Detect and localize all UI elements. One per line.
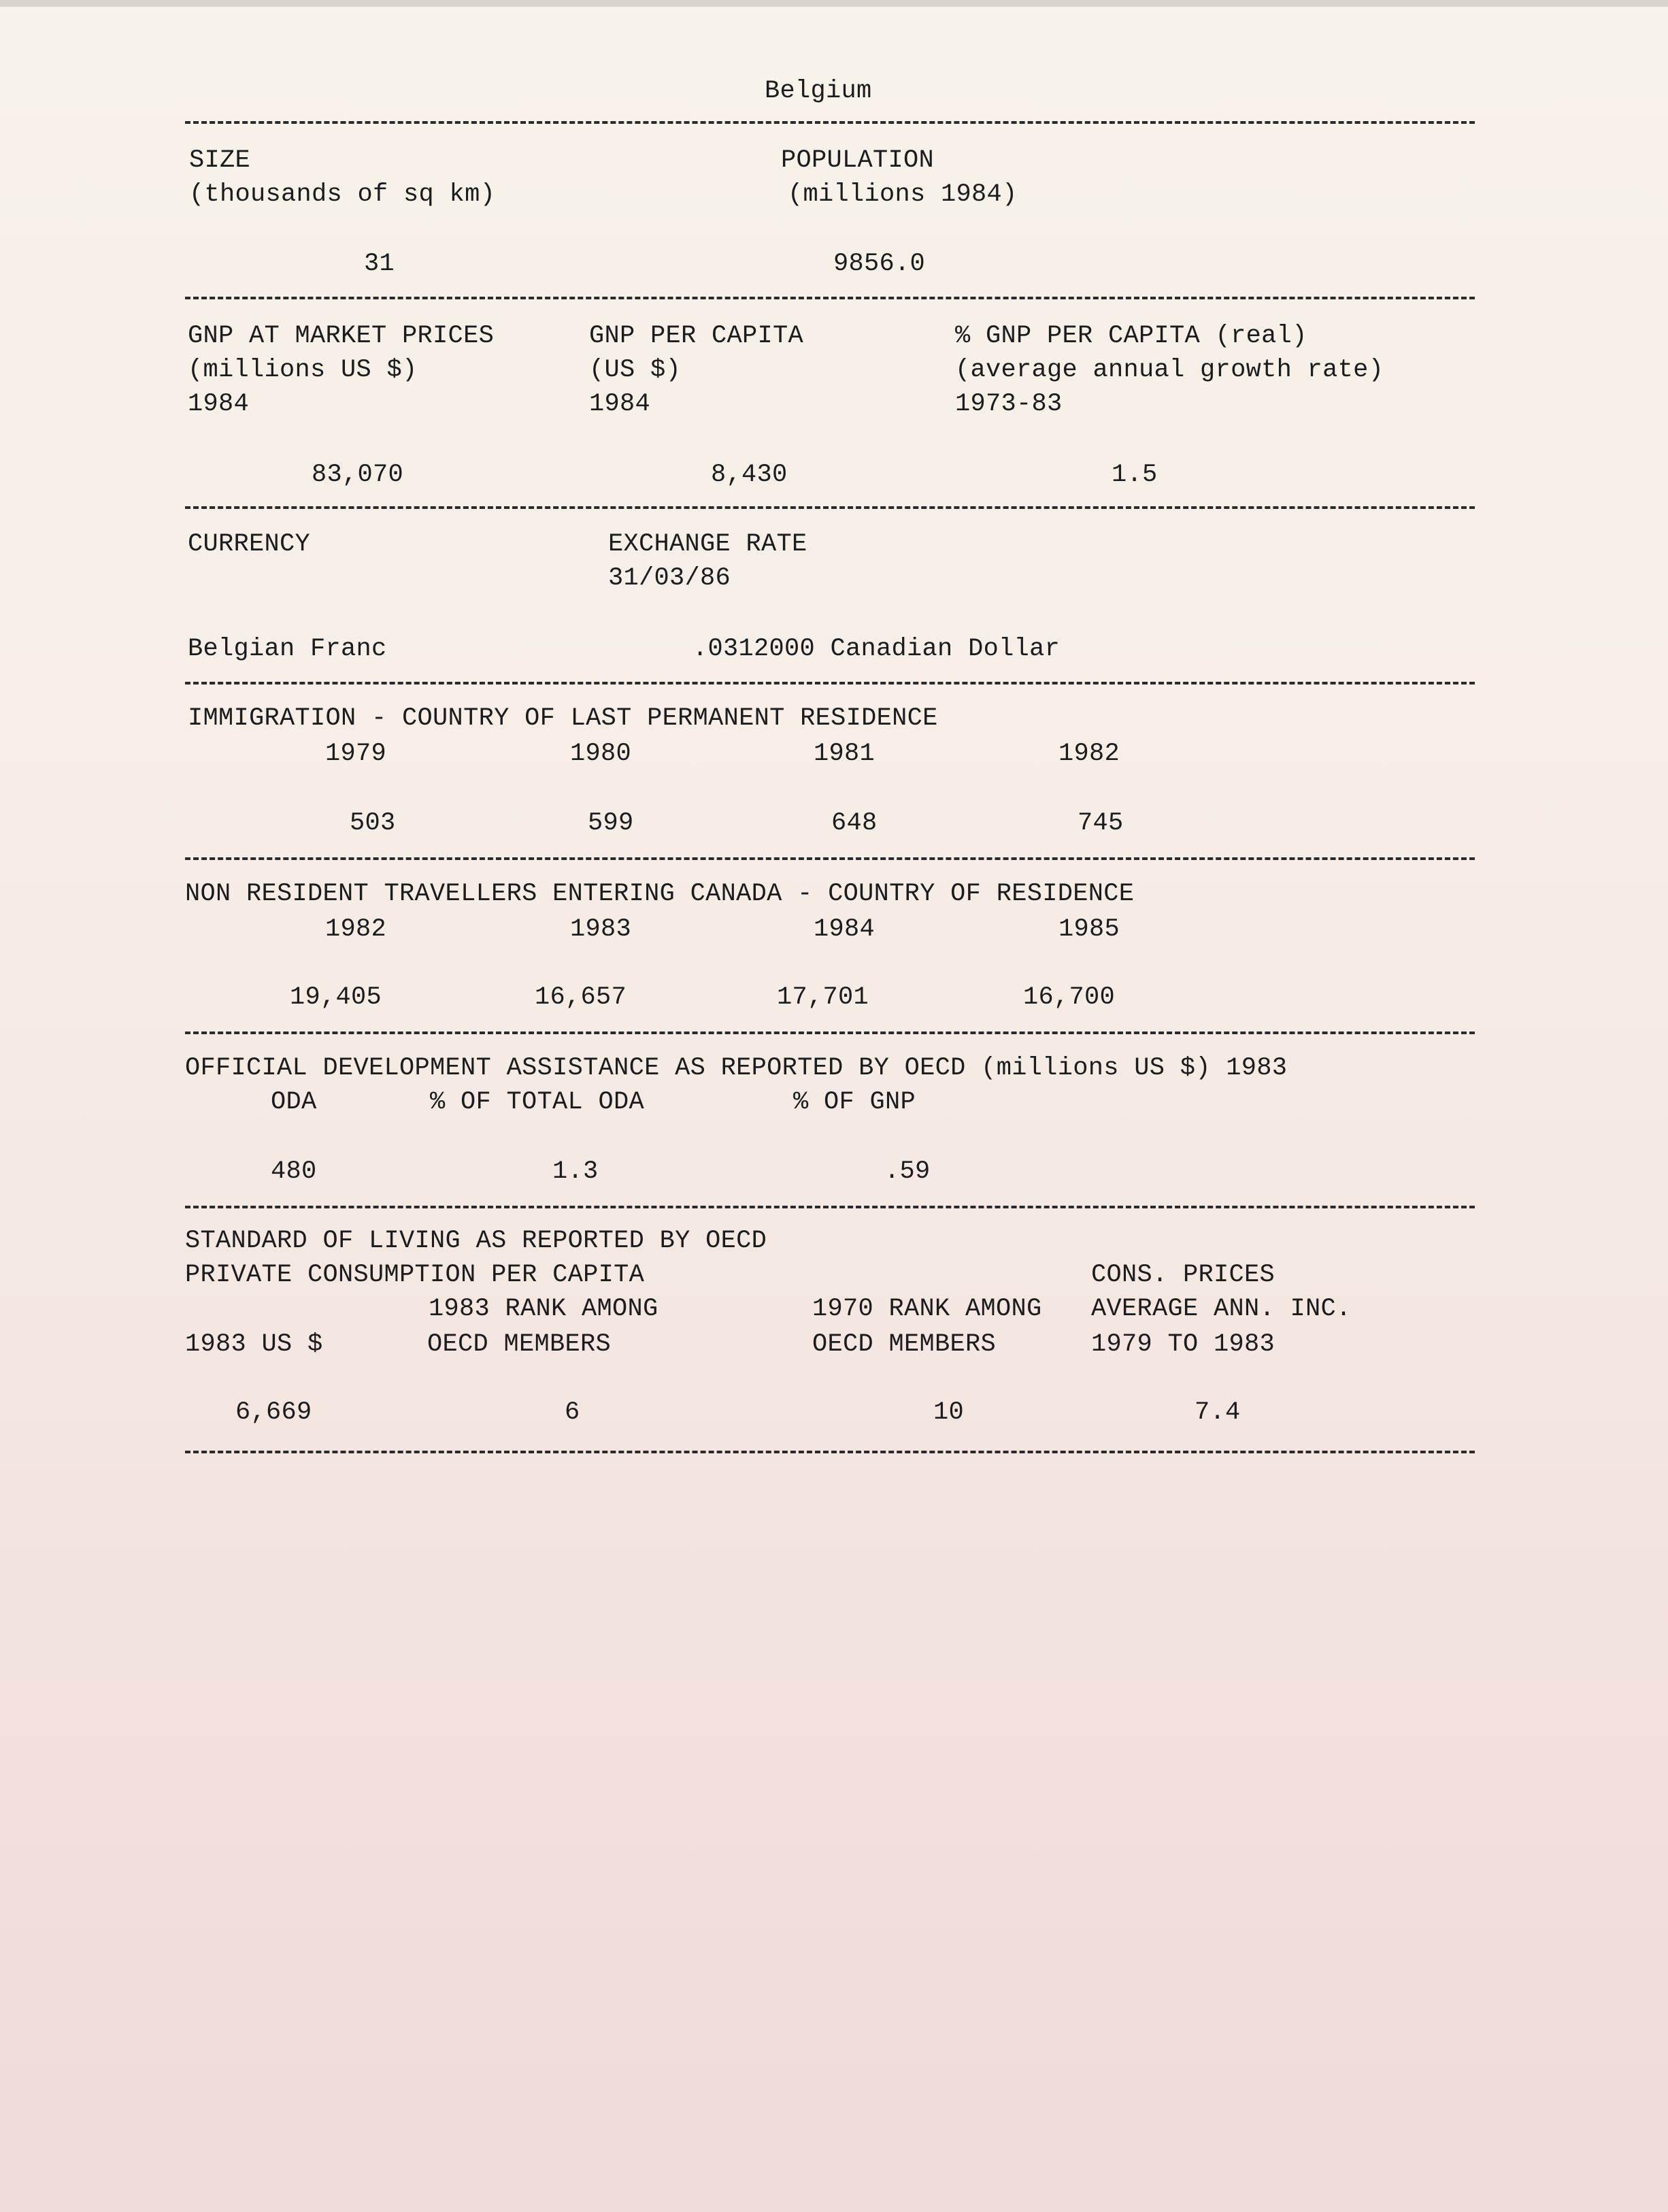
gnp-capita-unit: (US $) — [589, 356, 682, 384]
currency-label: CURRENCY — [188, 530, 311, 559]
travellers-year: 1985 — [1058, 915, 1120, 944]
exchange-rate-date: 31/03/86 — [608, 564, 731, 593]
living-value: 6,669 — [235, 1398, 312, 1427]
divider — [185, 857, 1475, 860]
oda-header: % OF TOTAL ODA — [430, 1088, 645, 1117]
country-title: Belgium — [765, 77, 872, 105]
population-value: 9856.0 — [833, 250, 926, 278]
oda-header: % OF GNP — [793, 1088, 916, 1117]
divider — [185, 121, 1475, 124]
gnp-growth-label: % GNP PER CAPITA (real) — [955, 322, 1307, 350]
living-col4-line2: AVERAGE ANN. INC. — [1091, 1295, 1352, 1323]
size-unit: (thousands of sq km) — [189, 180, 496, 209]
gnp-market-label: GNP AT MARKET PRICES — [188, 322, 495, 350]
divider — [185, 1206, 1475, 1208]
living-col4-line1: CONS. PRICES — [1091, 1261, 1275, 1289]
living-col2-line1: 1983 RANK AMONG — [429, 1295, 658, 1323]
travellers-value: 17,701 — [777, 983, 869, 1012]
living-value: 6 — [565, 1398, 580, 1427]
gnp-growth-unit: (average annual growth rate) — [955, 356, 1384, 384]
population-unit: (millions 1984) — [788, 180, 1018, 209]
immigration-year: 1980 — [570, 740, 632, 768]
travellers-value: 16,657 — [535, 983, 627, 1012]
immigration-value: 503 — [350, 809, 396, 838]
immigration-year: 1981 — [814, 740, 875, 768]
gnp-capita-value: 8,430 — [711, 461, 788, 489]
living-col2-line2: OECD MEMBERS — [427, 1330, 612, 1359]
divider — [185, 682, 1475, 684]
living-title: STANDARD OF LIVING AS REPORTED BY OECD — [185, 1227, 767, 1255]
page-top-edge — [0, 0, 1668, 7]
oda-value: 480 — [271, 1157, 317, 1186]
travellers-value: 19,405 — [290, 983, 382, 1012]
immigration-year: 1979 — [325, 740, 387, 768]
gnp-growth-years: 1973-83 — [955, 390, 1063, 418]
size-value: 31 — [364, 250, 395, 278]
divider — [185, 1031, 1475, 1034]
population-label: POPULATION — [781, 146, 935, 175]
living-col3-line2: OECD MEMBERS — [812, 1330, 997, 1359]
travellers-year: 1982 — [325, 915, 387, 944]
immigration-value: 599 — [588, 809, 634, 838]
currency-value: Belgian Franc — [188, 635, 387, 663]
immigration-value: 745 — [1078, 809, 1124, 838]
immigration-year: 1982 — [1058, 740, 1120, 768]
living-subtitle: PRIVATE CONSUMPTION PER CAPITA — [185, 1261, 645, 1289]
travellers-year: 1983 — [570, 915, 632, 944]
divider — [185, 297, 1475, 299]
gnp-market-value: 83,070 — [312, 461, 404, 489]
gnp-capita-year: 1984 — [589, 390, 651, 418]
divider — [185, 506, 1475, 509]
living-col3-line1: 1970 RANK AMONG — [812, 1295, 1042, 1323]
gnp-market-unit: (millions US $) — [188, 356, 418, 384]
divider — [185, 1451, 1475, 1453]
living-value: 7.4 — [1195, 1398, 1241, 1427]
oda-header: ODA — [271, 1088, 317, 1117]
gnp-growth-value: 1.5 — [1112, 461, 1158, 489]
travellers-title: NON RESIDENT TRAVELLERS ENTERING CANADA - COUNTRY OF RESIDENCE — [185, 880, 1135, 908]
oda-title: OFFICIAL DEVELOPMENT ASSISTANCE AS REPORTED BY OECD (millions US $) 1983 — [185, 1054, 1288, 1083]
living-value: 10 — [933, 1398, 965, 1427]
gnp-capita-label: GNP PER CAPITA — [589, 322, 804, 350]
immigration-value: 648 — [831, 809, 878, 838]
exchange-rate-value: .0312000 Canadian Dollar — [693, 635, 1061, 663]
living-col4-line3: 1979 TO 1983 — [1091, 1330, 1275, 1359]
gnp-market-year: 1984 — [188, 390, 250, 418]
exchange-rate-label: EXCHANGE RATE — [608, 530, 807, 559]
travellers-year: 1984 — [814, 915, 875, 944]
size-label: SIZE — [189, 146, 251, 175]
immigration-title: IMMIGRATION - COUNTRY OF LAST PERMANENT RESIDENCE — [188, 704, 938, 733]
oda-value: 1.3 — [552, 1157, 599, 1186]
oda-value: .59 — [884, 1157, 931, 1186]
living-col1: 1983 US $ — [185, 1330, 323, 1359]
travellers-value: 16,700 — [1023, 983, 1116, 1012]
